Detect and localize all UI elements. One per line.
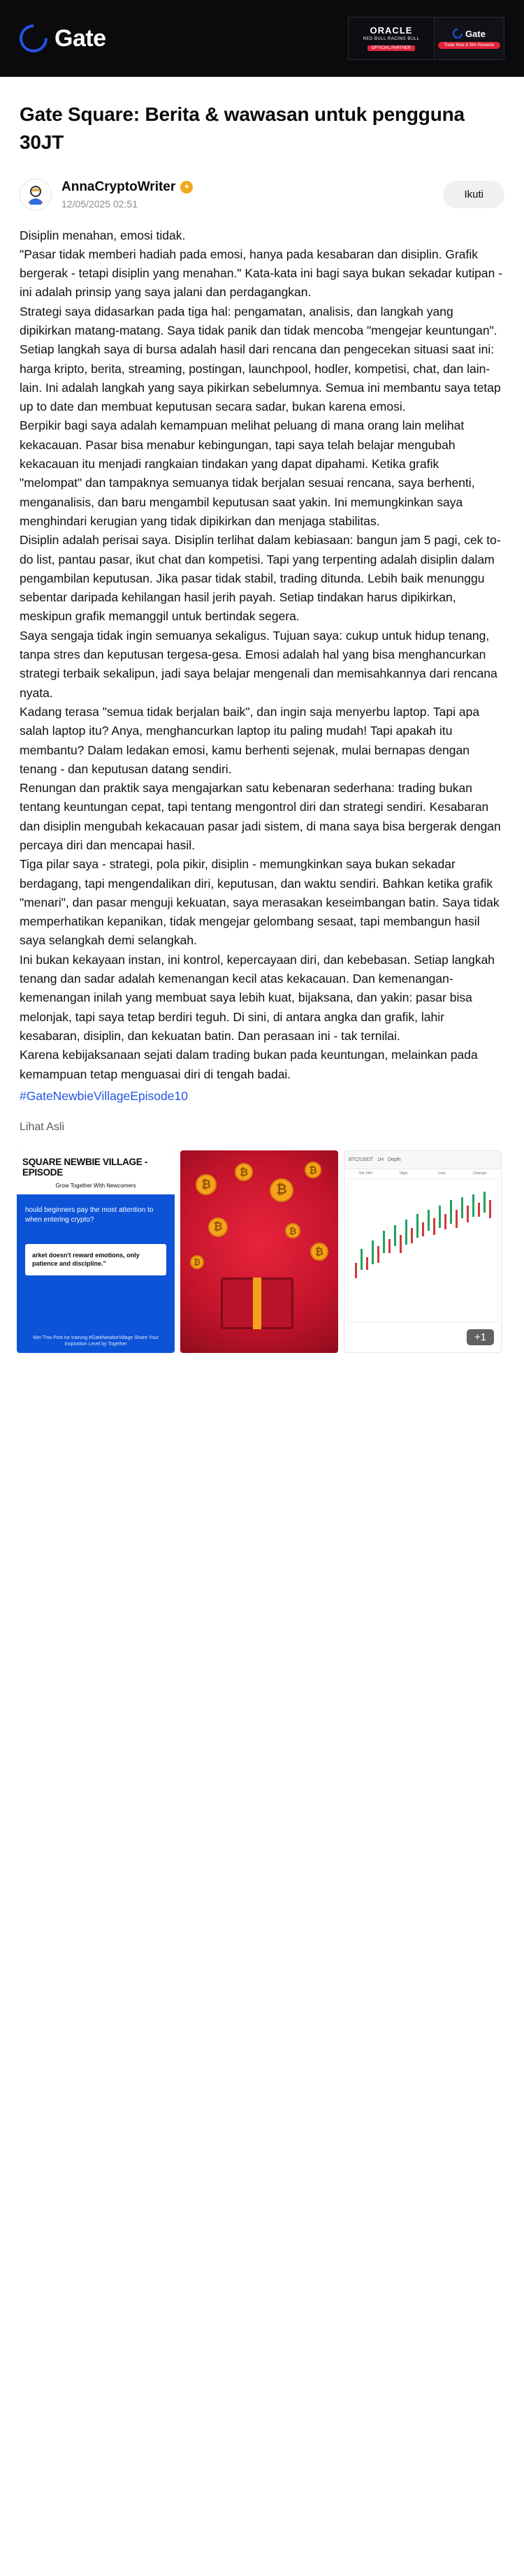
author-name[interactable]: AnnaCryptoWriter <box>61 180 176 194</box>
chart-header <box>344 1151 501 1169</box>
paragraph: Karena kebijaksanaan sejati dalam trading bukan pada keuntungan, melainkan pada kemampuan tetap menguasai diri di tengah badai. <box>20 1048 478 1081</box>
site-header <box>0 0 524 77</box>
paragraph: Strategi saya didasarkan pada tiga hal: pengamatan, analisis, dan langkah yang dipikirkan matang-matang. Saya tidak panik dan tidak mencoba "mengejar keuntungan". Setiap langkah saya di bursa adalah hasil dari rencana dan pengecekan situasi saat ini: harga kripto, berita, streaming, postingan, launchpool, hodler, kompetisi, chat, dan lain-lain. Ini adalah langkah yang saya pikirkan sebelumnya. Semua ini membantu saya tetap up to date dan membuat keputusan secara sadar, bukan karena emosi. <box>20 304 501 414</box>
candle <box>400 1235 402 1253</box>
candle <box>444 1214 446 1229</box>
candle <box>355 1263 357 1278</box>
bitcoin-coin-icon: ₿ <box>310 1243 328 1261</box>
gift-box-icon <box>221 1278 293 1329</box>
candle <box>388 1239 391 1253</box>
candle <box>428 1210 430 1231</box>
oracle-subtitle: RED BULL RACING BULL <box>363 37 420 42</box>
bitcoin-coin-icon: ₿ <box>208 1217 228 1237</box>
candle <box>416 1214 419 1238</box>
bitcoin-coin-icon: ₿ <box>196 1174 217 1195</box>
bitcoin-coin-icon: ₿ <box>235 1163 253 1181</box>
author-meta <box>61 180 433 210</box>
paragraph: Disiplin menahan, emosi tidak. <box>20 228 186 242</box>
bitcoin-coin-icon: ₿ <box>190 1255 204 1269</box>
bitcoin-coin-icon: ₿ <box>305 1162 321 1178</box>
promo-banner-right <box>434 17 504 59</box>
candle <box>467 1206 469 1222</box>
candle <box>422 1222 424 1236</box>
candle <box>450 1200 452 1224</box>
chart-stat: High <box>400 1171 408 1176</box>
paragraph: Disiplin adalah perisai saya. Disiplin terlihat dalam kebiasaan: bangun jam 5 pagi, cek to-do list, pantau pasar, ikut chat dan kompetisi. Tapi yang terpenting adalah disiplin dalam pengambilan keputusan. Jika pasar tidak stabil, trading ditunda. Lebih baik menunggu sebentar daripada kehilangan hasil jerih payah. Setiap tindakan harus dipikirkan, meskipun grafik memanggil untuk bertindak segera. <box>20 533 501 624</box>
bitcoin-coin-icon: ₿ <box>270 1178 293 1202</box>
chart-stats-row <box>344 1169 501 1176</box>
candle <box>411 1228 413 1243</box>
media-card-1-footer: Win This Post for training #GateNewbieVillage Share Your Inspiration Level by Together <box>33 1335 159 1347</box>
gate-logo-icon <box>14 19 54 59</box>
verified-badge-icon: ✦ <box>180 181 193 193</box>
hashtag-link[interactable]: #GateNewbieVillageEpisode10 <box>20 1088 188 1103</box>
chart-pair-label: BTC/USDT <box>349 1157 373 1163</box>
candle <box>439 1206 441 1228</box>
promo-banner-left <box>349 17 434 59</box>
candle <box>394 1225 396 1246</box>
see-original-link[interactable]: Lihat Asli <box>20 1121 65 1134</box>
promo-banner[interactable] <box>348 17 504 60</box>
chart-stat: Change <box>473 1171 487 1176</box>
candle <box>361 1249 363 1270</box>
promo-gate-logo <box>453 29 486 39</box>
more-media-badge[interactable]: +1 <box>467 1329 494 1345</box>
media-card-1-quote: arket doesn't reward emotions, only patience and discipline." <box>25 1244 166 1275</box>
bitcoin-coin-icon: ₿ <box>285 1223 300 1238</box>
media-card-1-title: SQUARE NEWBIE VILLAGE - EPISODE <box>17 1150 175 1183</box>
publish-date: 12/05/2025 02:51 <box>61 198 138 210</box>
paragraph: Tiga pilar saya - strategi, pola pikir, disiplin - memungkinkan saya bukan sekadar berdagang, tapi mengendalikan diri, keputusan, dan waktu sendiri. Bahkan ketika grafik "menari", dan pasar menguji kekuatan, saya merasakan keseimbangan batin. Saya tidak memperhatikan kepanikan, tidak mengejar gelombang sesaat, tapi membangun hasil saya selangkah demi selangkah. <box>20 857 500 948</box>
oracle-tag: OFFICIAL PARTNER <box>367 45 416 51</box>
avatar-illustration <box>20 180 51 210</box>
candle <box>483 1192 486 1213</box>
gate-logo-icon-small <box>451 27 465 41</box>
candle <box>456 1210 458 1228</box>
candle <box>489 1200 491 1218</box>
paragraph: Ini bukan kekayaan instan, ini kontrol, kepercayaan diri, dan kebebasan. Setiap langkah tenang dan sadar adalah kemenangan kecil atas kekacauan. Dan kemenangan-kemenangan inilah yang membuat saya lebih kuat, bijaksana, dan yakin: pasar bisa melonjak, tapi saya tetap berdiri teguh. Di sini, di antara angka dan grafik, lahir kesabaran, disiplin, dan kekuatan batin. Dan perasaan ini - tak ternilai. <box>20 952 495 1043</box>
candle <box>366 1257 368 1270</box>
gate-logo-text: Gate <box>54 24 106 52</box>
paragraph: Saya sengaja tidak ingin semuanya sekaligus. Tujuan saya: cukup untuk hidup tenang, tanpa stres dan keputusan tergesa-gesa. Emosi adalah hal yang bisa menghancurkan strategi terbaik sekalipun, jadi saya belajar mengenali dan memisahkannya dari rencana nyata. <box>20 628 497 700</box>
candle <box>383 1231 385 1253</box>
promo-gate-text: Gate <box>465 28 486 39</box>
chart-depth-label: Depth <box>387 1157 401 1163</box>
avatar[interactable] <box>20 179 52 211</box>
candle <box>478 1203 480 1217</box>
media-card-1-body: hould beginners pay the most attention to when entering crypto? <box>25 1206 154 1224</box>
media-card-2[interactable] <box>180 1150 338 1353</box>
author-name-line <box>61 180 433 195</box>
chart-stat: Low <box>438 1171 446 1176</box>
paragraph: Renungan dan praktik saya mengajarkan satu kebenaran sederhana: trading bukan tentang keuntungan cepat, tapi tentang mengontrol diri dan strategi sendiri. Kesabaran dan disiplin mengubah kekacauan pasar jadi sistem, di mana saya bisa bergerak dengan percaya diri dan mencapai hasil. <box>20 781 501 852</box>
author-row <box>0 161 524 222</box>
candle <box>372 1241 374 1264</box>
candle <box>405 1220 407 1245</box>
paragraph: Berpikir bagi saya adalah kemampuan melihat peluang di mana orang lain melihat kekacauan. Pasar bisa menabur kebingungan, tapi saya telah belajar mengubah kekacauan itu menjadi rangkaian tindakan yang dapat dipahami. Ketika grafik "melompat" dan tampaknya semuanya tidak berjalan sesuai rencana, saya berhenti, menganalisis, dan baru mengambil keputusan saat yakin. Ini memungkinkan saya menghindari kerugian yang tidak dipikirkan dan menjaga stabilitas. <box>20 418 475 528</box>
gate-logo[interactable] <box>20 24 106 52</box>
follow-button[interactable]: Ikuti <box>443 181 504 208</box>
paragraph: "Pasar tidak memberi hadiah pada emosi, hanya pada kesabaran dan disiplin. Grafik bergerak - tetapi disiplin yang menahan." Kata-kata ini bagi saya bukan sekadar kutipan - ini adalah prinsip yang saya jalani dan perdagangkan. <box>20 247 503 300</box>
article-body <box>0 222 524 1106</box>
media-strip <box>0 1134 524 1381</box>
candle <box>472 1194 474 1217</box>
candlestick-chart <box>347 1178 498 1322</box>
media-card-1-subtitle: Grow Together With Newcomers <box>17 1183 175 1194</box>
chart-stat: Vol 24H <box>358 1171 372 1176</box>
oracle-title: ORACLE <box>370 25 413 36</box>
chart-interval-label: 1H <box>377 1157 384 1163</box>
media-card-1[interactable] <box>17 1150 175 1353</box>
candle <box>433 1218 435 1235</box>
candle <box>377 1246 379 1263</box>
page-title: Gate Square: Berita & wawasan untuk pengguna 30JT <box>20 103 465 153</box>
paragraph: Kadang terasa "semua tidak berjalan baik", dan ingin saja menyerbu laptop. Tapi apa salah laptop itu? Anya, menghancurkan laptop itu paling mudah! Tapi apakah itu membantu? Dalam ledakan emosi, kamu berhenti sejenak, mulai bernapas dengan tenang - dan keputusan datang sendiri. <box>20 704 480 776</box>
candle <box>461 1197 463 1218</box>
media-card-3[interactable] <box>344 1150 502 1353</box>
promo-cta-button[interactable]: Trade Now & Win Rewards <box>438 42 500 49</box>
